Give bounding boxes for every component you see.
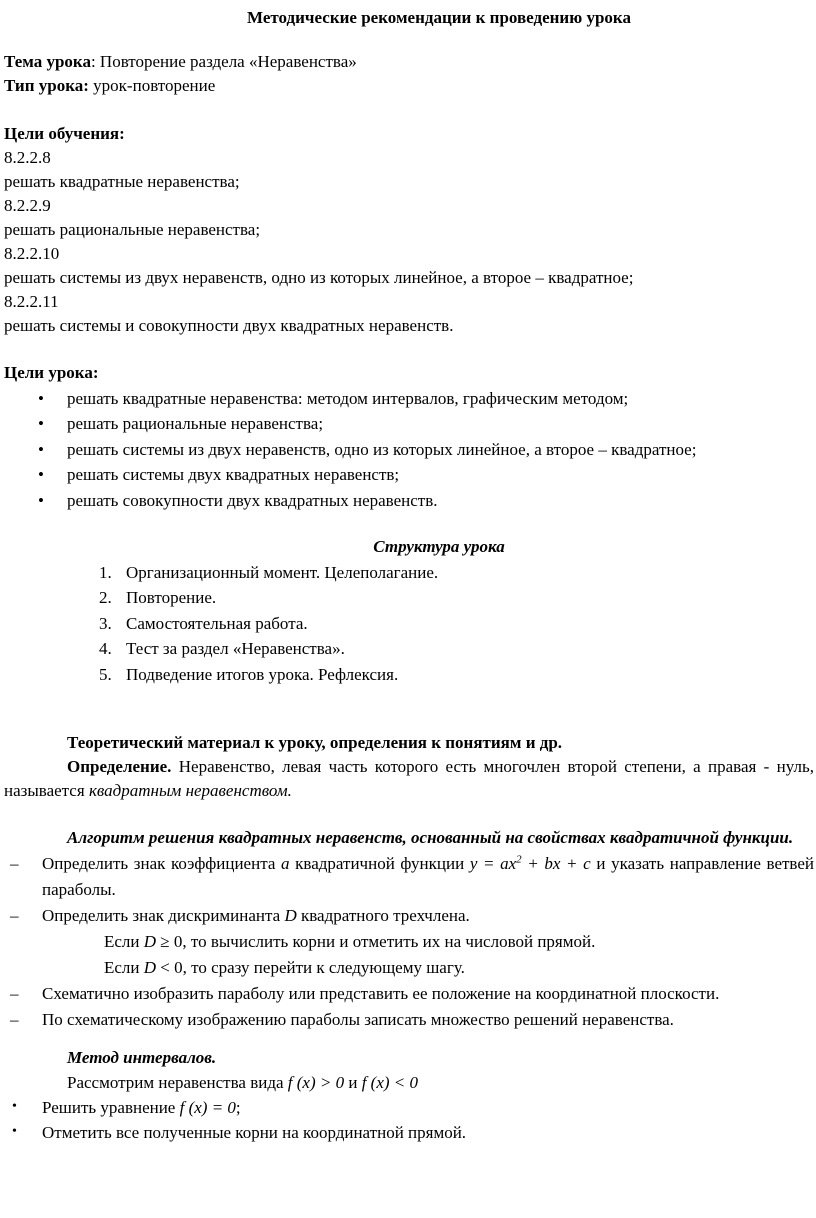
bullet-icon: • bbox=[38, 439, 44, 459]
structure-item-text: Повторение. bbox=[126, 588, 217, 607]
algorithm-heading: Алгоритм решения квадратных неравенств, основанный на свойствах квадратичной функции. bbox=[67, 828, 794, 847]
goal-text: решать системы из двух неравенств, одно из которых линейное, а второе – квадратное; bbox=[4, 268, 634, 287]
definition-text: Неравенство, левая часть которого есть многочлен второй степени, а правая - нуль, называется bbox=[4, 757, 814, 800]
dash-icon: – bbox=[10, 1010, 19, 1029]
bullet-icon: • bbox=[38, 465, 44, 484]
math-formula: f (x) > 0 bbox=[287, 1073, 345, 1092]
structure-item-text: Подведение итогов урока. Рефлексия. bbox=[126, 664, 399, 684]
lesson-goal-text: решать системы из двух неравенств, одно из которых линейное, а второе – квадратное; bbox=[67, 439, 697, 459]
bullet-icon: • bbox=[38, 490, 44, 510]
step-text: Отметить все полученные корни на координатной прямой. bbox=[42, 1123, 467, 1142]
goal-code: 8.2.2.8 bbox=[4, 148, 51, 167]
lesson-goal-item bbox=[4, 386, 814, 412]
condition-text: Если bbox=[104, 932, 144, 951]
dash-icon: – bbox=[10, 854, 19, 873]
condition-line bbox=[4, 929, 814, 955]
step-text: ; bbox=[235, 1098, 241, 1117]
theory-section bbox=[4, 731, 814, 803]
step-text: Определить знак коэффициента bbox=[42, 854, 282, 873]
type-label: Тип урока: bbox=[4, 76, 89, 95]
condition-text: Если bbox=[104, 958, 144, 977]
bullet-icon: • bbox=[38, 388, 44, 408]
theme-label: Тема урока bbox=[4, 52, 91, 71]
exponent: 2 bbox=[516, 853, 522, 866]
math-formula: f (x) = 0 bbox=[179, 1098, 236, 1117]
algorithm-step bbox=[4, 903, 814, 929]
step-text: квадратного трехчлена. bbox=[296, 906, 470, 925]
intro-text: и bbox=[344, 1073, 362, 1092]
step-text: По схематическому изображению параболы записать множество решений неравенства. bbox=[42, 1010, 674, 1029]
goal-text: решать рациональные неравенства; bbox=[4, 220, 261, 239]
interval-intro bbox=[4, 1070, 814, 1095]
definition-label: Определение. bbox=[67, 757, 172, 776]
math-formula: $y = ax^2$ + bx + c bbox=[469, 853, 591, 873]
list-number: 1. bbox=[99, 562, 112, 582]
list-number: 4. bbox=[99, 639, 112, 658]
structure-item-text: Самостоятельная работа. bbox=[126, 613, 308, 633]
lesson-goal-text: решать совокупности двух квадратных неравенств. bbox=[67, 490, 438, 510]
step-text: Схематично изобразить параболу или представить ее положение на координатной плоскости. bbox=[42, 984, 720, 1003]
lesson-goal-item bbox=[4, 488, 814, 514]
goal-text: решать квадратные неравенства; bbox=[4, 172, 240, 191]
lesson-meta bbox=[4, 50, 814, 98]
algorithm-step bbox=[4, 851, 814, 903]
math-variable: D bbox=[143, 958, 157, 977]
lesson-goal-item bbox=[4, 437, 814, 463]
lesson-goals-section bbox=[4, 360, 814, 513]
lesson-goal-text: решать рациональные неравенства; bbox=[67, 414, 324, 433]
condition-text: , то сразу перейти к следующему шагу. bbox=[182, 958, 465, 977]
interval-method-section bbox=[4, 1045, 814, 1145]
math-variable: D bbox=[284, 906, 297, 925]
bullet-icon: • bbox=[12, 1124, 17, 1139]
structure-item bbox=[4, 636, 814, 662]
theme-text: : Повторение раздела «Неравенства» bbox=[90, 52, 357, 71]
interval-method-heading: Метод интервалов. bbox=[67, 1048, 217, 1067]
list-number: 5. bbox=[99, 664, 112, 684]
algorithm-step bbox=[4, 1007, 814, 1033]
lesson-goal-item bbox=[4, 411, 814, 437]
lesson-goal-text: решать системы двух квадратных неравенств; bbox=[67, 465, 400, 484]
algorithm-section bbox=[4, 825, 814, 1033]
step-text: квадратичной функции bbox=[289, 854, 470, 873]
learning-goals-section bbox=[4, 122, 814, 338]
definition-paragraph bbox=[4, 755, 814, 803]
intro-text: Рассмотрим неравенства вида bbox=[67, 1073, 288, 1092]
type-text: урок-повторение bbox=[88, 76, 216, 95]
step-text: Определить знак дискриминанта bbox=[42, 906, 285, 925]
definition-term: квадратным неравенством. bbox=[88, 781, 292, 800]
math-variable: a bbox=[281, 854, 290, 873]
lesson-goal-item bbox=[4, 462, 814, 488]
list-number: 2. bbox=[99, 588, 112, 607]
structure-item bbox=[4, 585, 814, 611]
interval-step bbox=[4, 1120, 814, 1145]
structure-item bbox=[4, 662, 814, 688]
list-number: 3. bbox=[99, 613, 112, 633]
structure-section bbox=[4, 534, 814, 687]
type-line bbox=[4, 74, 814, 98]
goal-code: 8.2.2.9 bbox=[4, 196, 51, 215]
condition-line bbox=[4, 955, 814, 981]
structure-item bbox=[4, 611, 814, 637]
dash-icon: – bbox=[10, 906, 19, 925]
interval-step bbox=[4, 1095, 814, 1120]
math-formula: f (x) < 0 bbox=[361, 1073, 419, 1092]
math-operator: ≥ 0 bbox=[156, 932, 183, 951]
learning-goals-heading: Цели обучения: bbox=[4, 124, 125, 143]
condition-text: , то вычислить корни и отметить их на числовой прямой. bbox=[182, 932, 596, 951]
dash-icon: – bbox=[10, 984, 19, 1003]
lesson-goal-text: решать квадратные неравенства: методом интервалов, графическим методом; bbox=[67, 388, 629, 408]
goal-code: 8.2.2.10 bbox=[4, 244, 60, 263]
math-operator: < 0 bbox=[156, 958, 183, 977]
math-variable: D bbox=[143, 932, 157, 951]
structure-item-text: Организационный момент. Целеполагание. bbox=[126, 562, 439, 582]
structure-item bbox=[4, 560, 814, 586]
bullet-icon: • bbox=[12, 1099, 17, 1114]
theory-heading: Теоретический материал к уроку, определения к понятиям и др. bbox=[67, 733, 563, 752]
page-title: Методические рекомендации к проведению урока bbox=[247, 8, 631, 27]
step-text: и указать направление ветвей параболы. bbox=[42, 854, 814, 899]
bullet-icon: • bbox=[38, 414, 44, 433]
goal-text: решать системы и совокупности двух квадратных неравенств. bbox=[4, 316, 454, 335]
theme-line bbox=[4, 50, 814, 74]
algorithm-step bbox=[4, 981, 814, 1007]
structure-item-text: Тест за раздел «Неравенства». bbox=[126, 639, 345, 658]
lesson-goals-heading: Цели урока: bbox=[4, 363, 99, 382]
step-text: Решить уравнение bbox=[42, 1098, 180, 1117]
structure-heading: Структура урока bbox=[373, 537, 505, 556]
goal-code: 8.2.2.11 bbox=[4, 292, 59, 311]
